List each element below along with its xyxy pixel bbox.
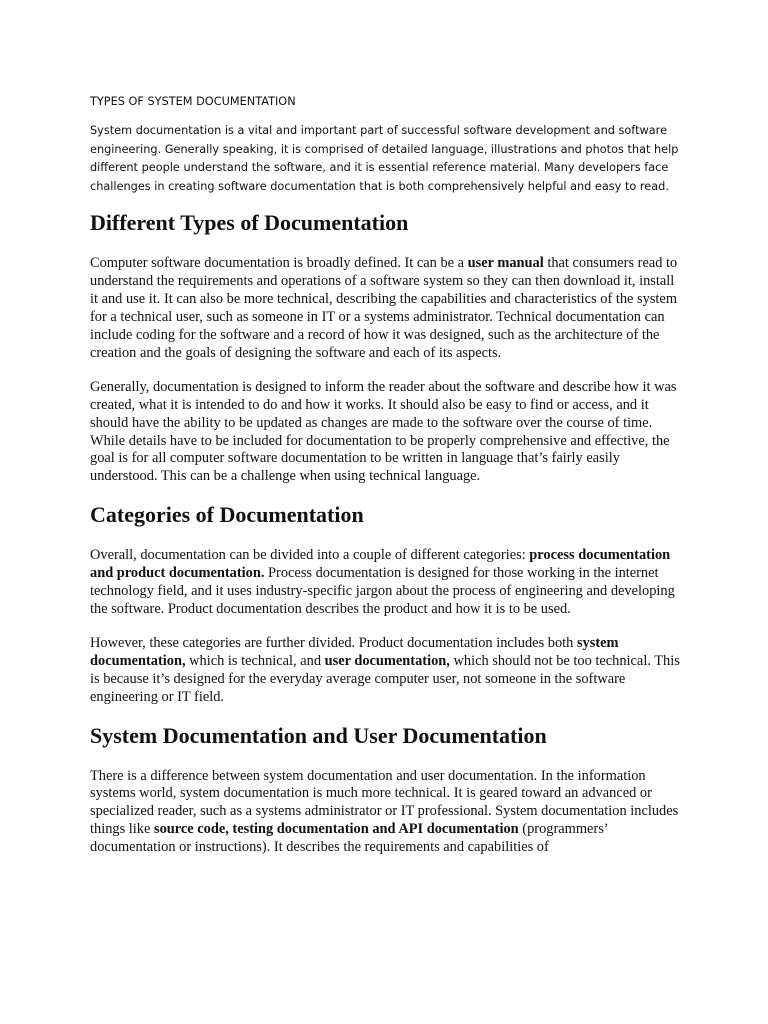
text-run: However, these categories are further divided. Product documentation includes both — [90, 634, 577, 651]
section-heading-different-types: Different Types of Documentation — [90, 210, 409, 236]
bold-run-source-code: source code, testing documentation and API documentation — [153, 821, 519, 838]
text-run: (programmers’ documentation or instructions). It describes the requirements and capabilities of — [90, 821, 608, 856]
text-run: Overall, documentation can be divided into a couple of different categories: — [90, 547, 530, 564]
document-page — [90, 95, 682, 873]
paragraph-generally-documentation: Generally, documentation is designed to inform the reader about the software and describe how it was created, what it is intended to do and how it works. It should also be easy to find or access, and it should have the ability to be updated as changes are made to the software over the course of time. While details have to be included for documentation to be properly comprehensive and effective, the goal is for all computer software documentation to be written in language that’s fairly easily understood. This can be a challenge when using technical language. — [90, 378, 677, 485]
bold-run-user-documentation: user documentation, — [324, 652, 450, 669]
bold-run-process-product: process documentation and product documentation. — [90, 547, 671, 582]
text-run: There is a difference between system documentation and user documentation. In the information systems world, system documentation is much more technical. It is geared toward an advanced or specialized reader, such as a systems administrator or IT professional. System documentation includes things like — [90, 767, 679, 838]
text-run: Process documentation is designed for those working in the internet technology field, and it uses industry-specific jargon about the process of engineering and developing the software. Product documentation describes the product and how it is to be used. — [90, 565, 675, 617]
section-heading-categories: Categories of Documentation — [90, 502, 364, 528]
bold-run-user-manual: user manual — [467, 255, 544, 272]
paragraph-overall-categories — [90, 547, 682, 619]
section-heading-system-and-user: System Documentation and User Documentation — [90, 722, 547, 748]
intro-paragraph: System documentation is a vital and important part of successful software development and software engineering. Generally speaking, it is comprised of detailed language, illustrations and photos that help different people understand the software, and it is essential reference material. Many developers face challenges in creating software documentation that is both comprehensively helpful and easy to read. — [90, 124, 679, 193]
text-run: which is technical, and — [185, 652, 325, 669]
paragraph-broadly-defined — [90, 255, 682, 362]
paragraph-difference — [90, 768, 682, 858]
text-run: Computer software documentation is broadly defined. It can be a — [90, 255, 468, 272]
paragraph-further-divided — [90, 635, 682, 707]
bold-run-system-documentation: system documentation, — [90, 634, 619, 669]
text-run: which should not be too technical. This is because it’s designed for the everyday average computer user, not someone in the software engineering or IT field. — [90, 652, 680, 705]
document-title: TYPES OF SYSTEM DOCUMENTATION — [90, 95, 296, 108]
text-run: that consumers read to understand the requirements and operations of a software system so they can then download it, install it and use it. It can also be more technical, describing the capabilities and characteristics of the system for a technical user, such as someone in IT or a systems administrator. Technical documentation can include coding for the software and a record of how it was designed, such as the architecture of the creation and the goals of designing the software and each of its aspects. — [90, 255, 678, 361]
